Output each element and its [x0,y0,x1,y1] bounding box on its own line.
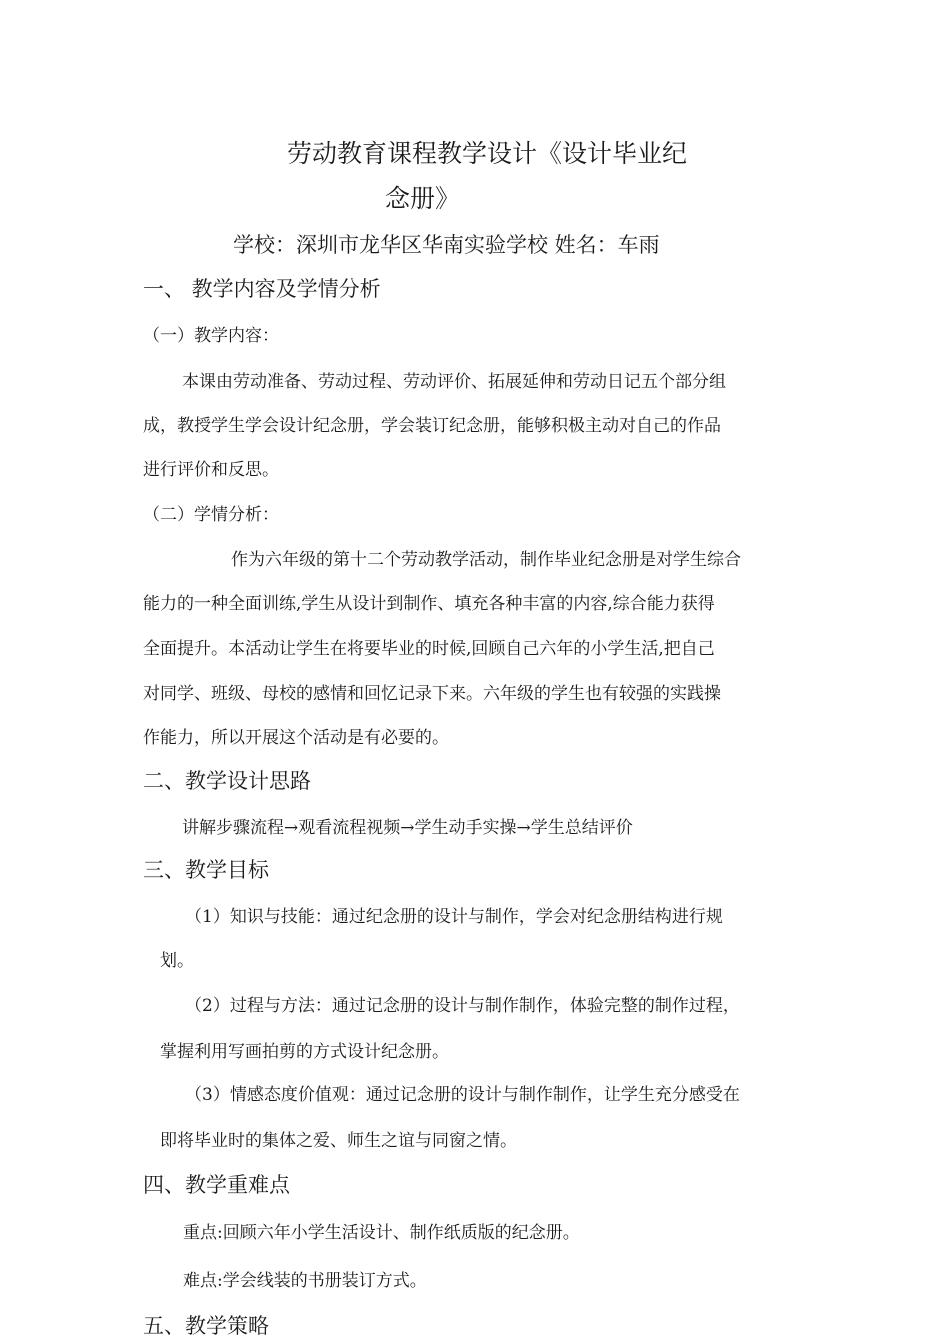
paragraph-line: 对同学、班级、母校的感情和回忆记录下来。六年级的学生也有较强的实践操 [143,684,721,704]
key-point-line: 重点:回顾六年小学生活设计、制作纸质版的纪念册。 [183,1223,580,1243]
goal-2-line-a: （2）过程与方法：通过记念册的设计与制作制作，体验完整的制作过程， [185,996,740,1016]
section-3-heading: 三、教学目标 [143,858,269,882]
goal-1-line-b: 划。 [160,951,194,971]
section-5-heading: 五、教学策略 [143,1314,269,1338]
title-line-1: 劳动教育课程教学设计《设计毕业纪 [287,139,688,168]
goal-2-line-b: 掌握利用写画拍剪的方式设计纪念册。 [160,1042,449,1062]
goal-1-line-a: （1）知识与技能：通过纪念册的设计与制作，学会对纪念册结构进行规 [185,907,723,927]
subsection-2-heading: （二）学情分析： [143,505,279,525]
author-line: 学校：深圳市龙华区华南实验学校 姓名：车雨 [233,233,660,257]
title-line-2: 念册》 [385,184,461,213]
goal-3-line-b: 即将毕业时的集体之爱、师生之谊与同窗之情。 [160,1131,517,1151]
paragraph-line: 进行评价和反思。 [143,460,279,480]
paragraph-line: 成，教授学生学会设计纪念册，学会装订纪念册，能够积极主动对自己的作品 [143,416,721,436]
paragraph-line: 作能力，所以开展这个活动是有必要的。 [143,728,449,748]
paragraph-line: 全面提升。本活动让学生在将要毕业的时候,回顾自己六年的小学生活,把自己 [143,639,715,659]
paragraph-line: 作为六年级的第十二个劳动教学活动，制作毕业纪念册是对学生综合 [231,550,741,570]
paragraph-line: 本课由劳动准备、劳动过程、劳动评价、拓展延伸和劳动日记五个部分组 [182,372,726,392]
section-2-heading: 二、教学设计思路 [143,769,311,793]
difficult-point-line: 难点:学会线装的书册装订方式。 [183,1271,427,1291]
goal-3-line-a: （3）情感态度价值观：通过记念册的设计与制作制作，让学生充分感受在 [185,1085,740,1105]
section-1-heading: 一、 教学内容及学情分析 [143,277,381,301]
section-4-heading: 四、教学重难点 [143,1173,290,1197]
design-flow-line: 讲解步骤流程→观看流程视频→学生动手实操→学生总结评价 [182,818,633,838]
subsection-1-heading: （一）教学内容： [143,326,279,346]
paragraph-line: 能力的一种全面训练,学生从设计到制作、填充各种丰富的内容,综合能力获得 [143,594,715,614]
